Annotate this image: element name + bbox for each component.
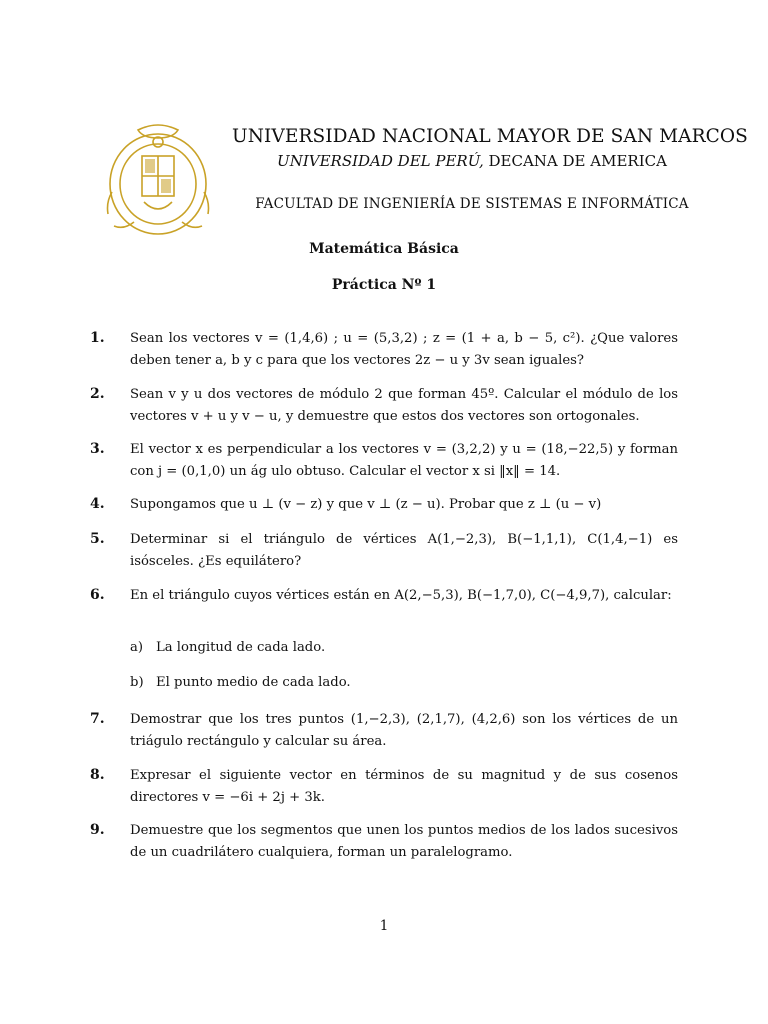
subtitle-rest: DECANA DE AMERICA xyxy=(483,152,667,170)
exercise-7 xyxy=(90,709,678,752)
exercise-text: Demostrar que los tres puntos (1,−2,3), (2,1,7), (4,2,6) son los vértices de un triágulo rectángulo y calcular su área. xyxy=(130,712,678,749)
exercise-number: 2. xyxy=(90,386,105,402)
faculty-name: FACULTAD DE INGENIERÍA DE SISTEMAS E INFORMÁTICA xyxy=(255,196,689,212)
exercise-number: 9. xyxy=(90,822,105,838)
exercise-text: Determinar si el triángulo de vértices A(1,−2,3), B(−1,1,1), C(1,4,−1) es isósceles. ¿Es equilátero? xyxy=(130,532,678,569)
exercise-number: 1. xyxy=(90,330,105,346)
exercise-9 xyxy=(90,820,678,863)
university-seal-icon xyxy=(98,122,218,240)
exercise-text: El vector x es perpendicular a los vectores v = (3,2,2) y u = (18,−22,5) y forman con j = (0,1,0) un ág ulo obtuso. Calcular el vector x si ‖x‖ = 14. xyxy=(130,442,678,479)
exercise-text: Sean los vectores v = (1,4,6) ; u = (5,3,2) ; z = (1 + a, b − 5, c²). ¿Que valores deben tener a, b y c para que los vectores 2z − u y 3v sean iguales? xyxy=(130,331,678,368)
sub-item-a xyxy=(130,640,325,655)
exercise-5 xyxy=(90,529,678,572)
exercise-text: Sean v y u dos vectores de módulo 2 que forman 45º. Calcular el módulo de los vectores v + u y v − u, y demuestre que estos dos vectores son ortogonales. xyxy=(130,387,678,424)
exercise-2 xyxy=(90,384,678,427)
sub-item-text: El punto medio de cada lado. xyxy=(156,675,351,690)
exercise-number: 8. xyxy=(90,767,105,783)
exercise-number: 3. xyxy=(90,441,105,457)
exercise-number: 4. xyxy=(90,496,105,512)
exercise-8 xyxy=(90,765,678,808)
exercise-number: 6. xyxy=(90,587,105,603)
exercise-number: 7. xyxy=(90,711,105,727)
exercise-3 xyxy=(90,439,678,482)
exercise-number: 5. xyxy=(90,531,105,547)
exercise-text: Expresar el siguiente vector en términos de su magnitud y de sus cosenos directores v = −6i + 2j + 3k. xyxy=(130,768,678,805)
exercise-text: Supongamos que u ⊥ (v − z) y que v ⊥ (z − u). Probar que z ⊥ (u − v) xyxy=(130,497,602,512)
sub-item-b xyxy=(130,675,351,690)
university-name: UNIVERSIDAD NACIONAL MAYOR DE SAN MARCOS xyxy=(232,126,748,147)
subtitle-italic: UNIVERSIDAD DEL PERÚ, xyxy=(277,152,484,170)
university-subtitle xyxy=(232,152,712,170)
exercise-6 xyxy=(90,585,678,607)
exercise-1 xyxy=(90,328,678,371)
exercise-text: En el triángulo cuyos vértices están en A(2,−5,3), B(−1,7,0), C(−4,9,7), calcular: xyxy=(130,588,672,603)
sub-item-label: a) xyxy=(130,640,144,655)
page-number: 1 xyxy=(379,918,389,934)
exercise-text: Demuestre que los segmentos que unen los puntos medios de los lados sucesivos de un cuadrilátero cualquiera, forman un paralelogramo. xyxy=(130,823,678,860)
course-title: Matemática Básica xyxy=(309,241,459,257)
sub-item-text: La longitud de cada lado. xyxy=(156,640,326,655)
practice-title: Práctica Nº 1 xyxy=(331,277,437,293)
exercise-4 xyxy=(90,494,678,516)
sub-item-label: b) xyxy=(130,675,144,690)
